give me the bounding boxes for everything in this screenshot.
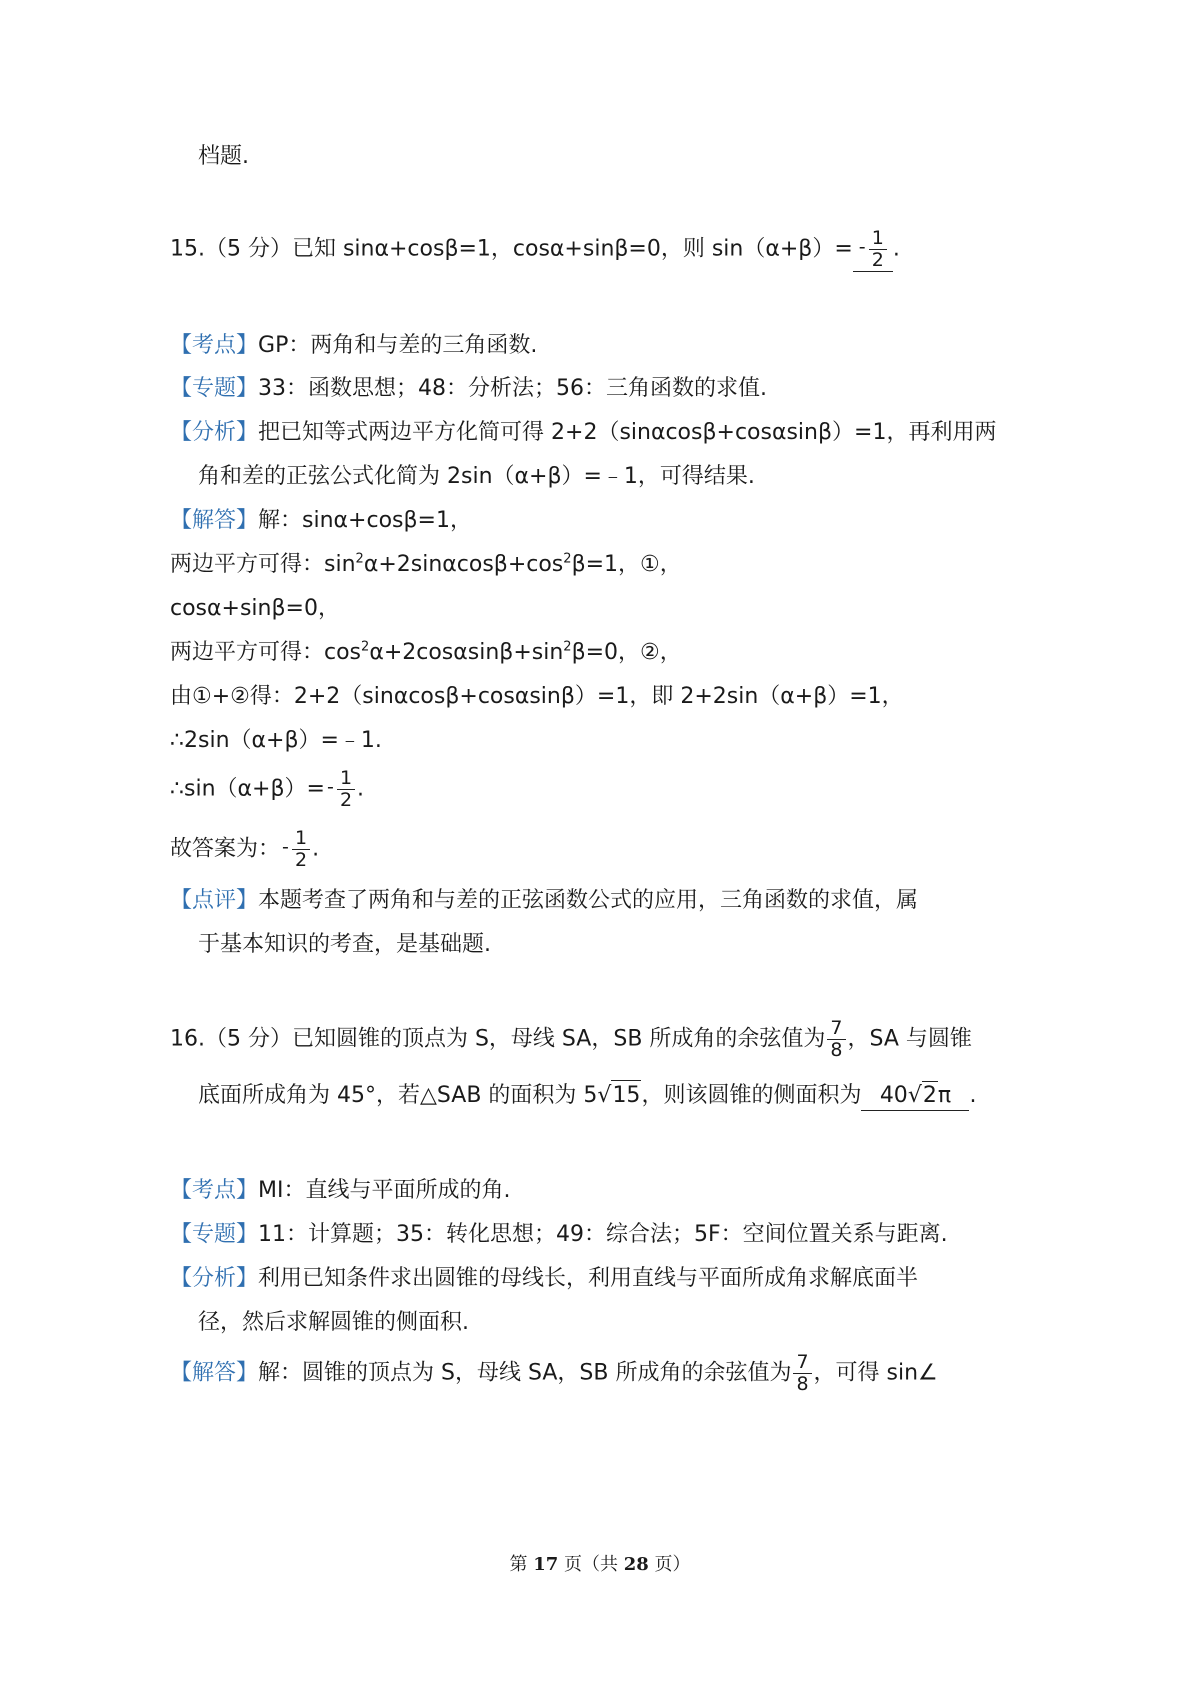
sqrt: √2: [907, 1083, 937, 1108]
question-15-stem: 15.（5 分）已知 sinα+cosβ=1，cosα+sinβ=0，则 sin（α+β）= - $\frac{1}{2}$ .: [170, 228, 900, 272]
fenxi-line: 【分析】利用已知条件求出圆锥的母线长，利用直线与平面所成角求解底面半: [170, 1266, 919, 1291]
solution-line: 两边平方可得：$\cos^2\alpha+2\cos\alpha\sin\beta+\sin^2\beta=0$，②，: [170, 639, 682, 665]
answer-line: 故答案为： - $\frac{1}{2}$ .: [170, 828, 319, 871]
kaodian-line: 【考点】GP：两角和与差的三角函数.: [170, 333, 538, 358]
question-16-stem: 16.（5 分）已知圆锥的顶点为 S，母线 SA，SB 所成角的余弦值为 $\frac{7}{8}$ ，SA 与圆锥: [170, 1017, 972, 1061]
jieda-line: 【解答】解：圆锥的顶点为 S，母线 SA，SB 所成角的余弦值为 $\frac{7}{8}$ ，可得 sin∠: [170, 1351, 938, 1395]
fenxi-line-cont: 径，然后求解圆锥的侧面积.: [198, 1310, 469, 1335]
solution-line: 两边平方可得：$\sin^2\alpha+2\sin\alpha\cos\beta+\cos^2\beta=1$，①，: [170, 551, 682, 577]
answer-fraction: - $\frac{1}{2}$: [859, 228, 887, 271]
fenxi-line-cont: 角和差的正弦公式化简为 2sin（α+β）=﹣1，可得结果.: [198, 464, 755, 489]
question-16-stem-cont: 底面所成角为 45°，若△SAB 的面积为 5√15，则该圆锥的侧面积为 40√2π .: [198, 1080, 976, 1111]
fraction: - $\frac{1}{2}$: [282, 828, 310, 871]
sqrt: √15: [597, 1080, 641, 1111]
dianping-line-cont: 于基本知识的考查，是基础题.: [198, 932, 491, 957]
solution-line: cosα+sinβ=0，: [170, 596, 340, 621]
zhuanti-line: 【专题】33：函数思想；48：分析法；56：三角函数的求值.: [170, 376, 767, 401]
text-line: 档题.: [198, 144, 249, 169]
answer-blank: [853, 228, 893, 272]
solution-line: ∴sin（α+β）= - $\frac{1}{2}$ .: [170, 768, 364, 811]
solution-line: 由①+②得：2+2（sinαcosβ+cosαsinβ）=1，即 2+2sin（α+β）=1，: [170, 684, 904, 709]
fraction: $\frac{7}{8}$: [827, 1018, 845, 1061]
jieda-line: 【解答】解：sinα+cosβ=1，: [170, 508, 472, 533]
kaodian-line: 【考点】MI：直线与平面所成的角.: [170, 1178, 511, 1203]
answer-blank: 40√2π: [861, 1081, 969, 1111]
zhuanti-line: 【专题】11：计算题；35：转化思想；49：综合法；5F：空间位置关系与距离.: [170, 1222, 948, 1247]
page-footer: 第 17 页（共 28 页）: [509, 1554, 691, 1575]
dianping-line: 【点评】本题考查了两角和与差的正弦函数公式的应用，三角函数的求值，属: [170, 888, 919, 913]
solution-line: ∴2sin（α+β）=﹣1.: [170, 728, 382, 753]
fraction: $\frac{7}{8}$: [793, 1352, 811, 1395]
fraction: - $\frac{1}{2}$: [327, 768, 355, 811]
fenxi-line: 【分析】把已知等式两边平方化简可得 2+2（sinαcosβ+cosαsinβ）=1，再利用两: [170, 420, 997, 445]
